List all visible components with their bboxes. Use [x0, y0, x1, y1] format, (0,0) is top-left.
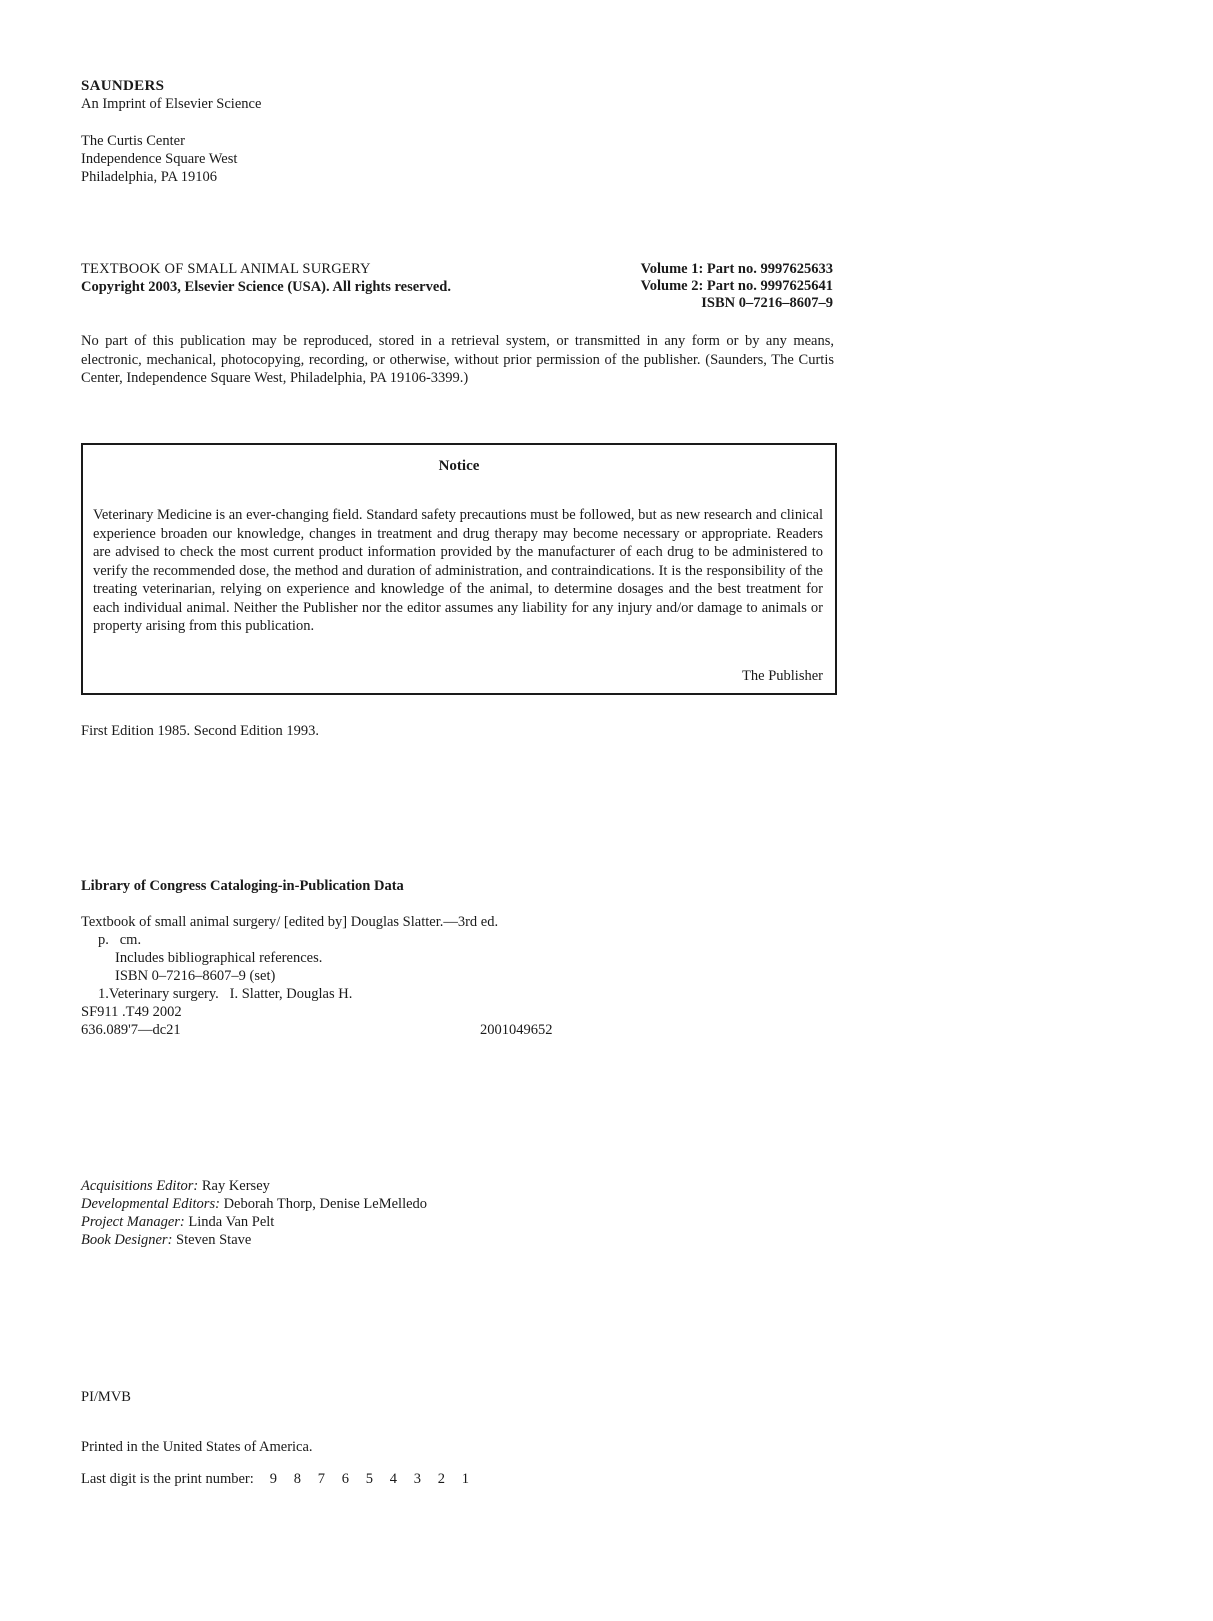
credit-name: Ray Kersey [201, 1178, 270, 1194]
notice-body: Veterinary Medicine is an ever-changing field. Standard safety precautions must be followed, but as new research and clinical experience broaden our knowledge, changes in treatment and drug therapy may become necessary or appropriate. Readers are advised to check the most current product information provided by the manufacturer of each drug to be administered to verify the recommended dose, the method and duration of administration, and contraindications. It is the responsibility of the treating veterinarian, relying on experience and knowledge of the animal, to determine dosages and the best treatment for each individual animal. Neither the Publisher nor the editor assumes any liability for any injury and/or damage to animals or property arising from this publication. [93, 507, 823, 634]
print-number-line [81, 1470, 477, 1488]
credit-name: Steven Stave [176, 1232, 252, 1248]
volume-1-part-number: Volume 1: Part no. 9997625633 [640, 261, 833, 277]
address-line: The Curtis Center [81, 133, 185, 149]
address-line: Philadelphia, PA 19106 [81, 169, 218, 185]
cip-line: p. cm. [98, 932, 142, 948]
credit-line [81, 1177, 270, 1195]
print-digit: 9 [269, 1471, 278, 1487]
cip-line: 1.Veterinary surgery. I. Slatter, Douglas H. [98, 986, 353, 1002]
credit-role: Book Designer: [81, 1232, 173, 1248]
cip-line: Textbook of small animal surgery/ [edited by] Douglas Slatter.—3rd ed. [81, 914, 499, 930]
notice-signature: The Publisher [742, 668, 823, 684]
edition-history: First Edition 1985. Second Edition 1993. [81, 723, 320, 739]
credit-line [81, 1195, 427, 1213]
print-digit: 6 [341, 1471, 350, 1487]
print-digit: 1 [461, 1471, 470, 1487]
cip-line: 636.089'7—dc21 [81, 1022, 181, 1038]
print-digit: 2 [437, 1471, 446, 1487]
print-digit: 7 [317, 1471, 326, 1487]
credit-role: Developmental Editors: [81, 1196, 220, 1212]
cip-line: ISBN 0–7216–8607–9 (set) [115, 968, 276, 984]
credit-name: Linda Van Pelt [188, 1214, 275, 1230]
cip-line: SF911 .T49 2002 [81, 1004, 182, 1020]
credit-role: Acquisitions Editor: [81, 1178, 199, 1194]
print-number-label: Last digit is the print number: [81, 1471, 254, 1487]
print-digit: 4 [389, 1471, 398, 1487]
printer-code: PI/MVB [81, 1389, 131, 1405]
credit-role: Project Manager: [81, 1214, 185, 1230]
print-number-digits [261, 1471, 477, 1487]
credit-name: Deborah Thorp, Denise LeMelledo [223, 1196, 428, 1212]
print-digit: 8 [293, 1471, 302, 1487]
print-digit: 3 [413, 1471, 422, 1487]
printed-in: Printed in the United States of America. [81, 1439, 313, 1455]
cip-line: Includes bibliographical references. [115, 950, 323, 966]
credit-line [81, 1231, 251, 1249]
volume-2-part-number: Volume 2: Part no. 9997625641 [640, 278, 833, 294]
rights-statement: No part of this publication may be reproduced, stored in a retrieval system, or transmitted in any form or by any means, electronic, mechanical, photocopying, recording, or otherwise, without prior permission of the publisher. (Saunders, The Curtis Center, Independence Square West, Philadelphia, PA 19106-3399.) [81, 333, 834, 386]
notice-heading: Notice [438, 458, 480, 474]
credit-line [81, 1213, 274, 1231]
address-line: Independence Square West [81, 151, 238, 167]
copyright-line: Copyright 2003, Elsevier Science (USA). All rights reserved. [81, 279, 451, 295]
isbn: ISBN 0–7216–8607–9 [701, 295, 833, 311]
cip-lccn: 2001049652 [480, 1022, 553, 1038]
book-title: TEXTBOOK OF SMALL ANIMAL SURGERY [81, 261, 371, 277]
cip-heading: Library of Congress Cataloging-in-Publication Data [81, 878, 404, 894]
publisher-name: SAUNDERS [81, 78, 165, 94]
print-digit: 5 [365, 1471, 374, 1487]
publisher-imprint: An Imprint of Elsevier Science [81, 96, 262, 112]
notice-box [81, 443, 837, 695]
